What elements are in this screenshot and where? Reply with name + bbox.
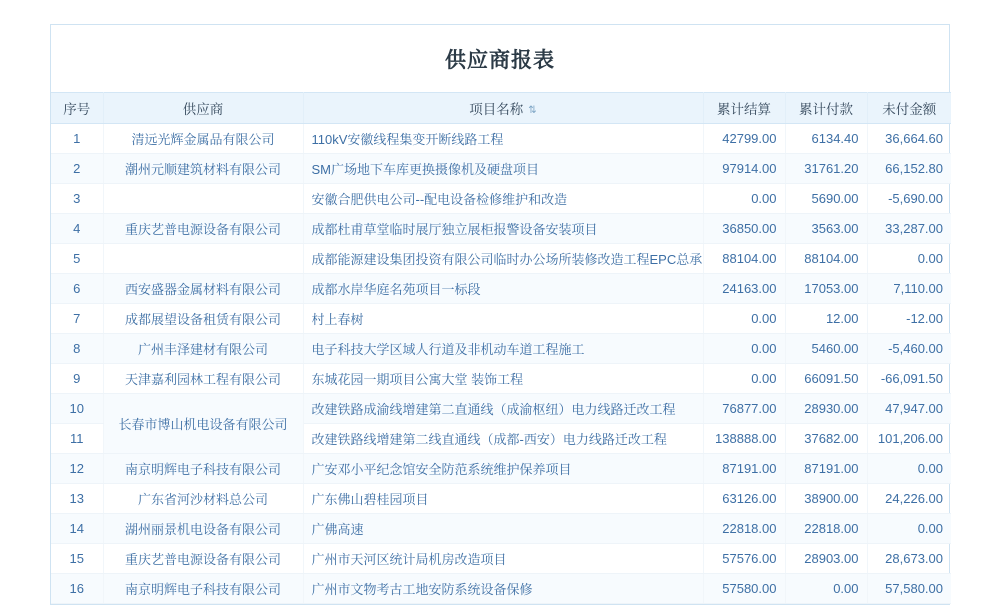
table-row[interactable] bbox=[51, 454, 951, 484]
cell-paid: 38900.00 bbox=[785, 484, 867, 514]
table-row[interactable] bbox=[51, 484, 951, 514]
cell-unpaid: 57,580.00 bbox=[867, 574, 951, 604]
cell-paid: 37682.00 bbox=[785, 424, 867, 454]
table-row[interactable] bbox=[51, 514, 951, 544]
column-header-settled[interactable]: 累计结算 bbox=[703, 93, 785, 124]
table-header bbox=[51, 93, 951, 124]
cell-index: 16 bbox=[51, 574, 103, 604]
cell-supplier: 湖州丽景机电设备有限公司 bbox=[103, 514, 303, 544]
table-row[interactable] bbox=[51, 184, 951, 214]
column-header-index[interactable]: 序号 bbox=[51, 93, 103, 124]
cell-index: 11 bbox=[51, 424, 103, 454]
cell-project: 电子科技大学区域人行道及非机动车道工程施工 bbox=[303, 334, 703, 364]
cell-index: 9 bbox=[51, 364, 103, 394]
page-title: 供应商报表 bbox=[445, 49, 555, 72]
cell-unpaid: 0.00 bbox=[867, 514, 951, 544]
cell-project: 广州市天河区统计局机房改造项目 bbox=[303, 544, 703, 574]
column-header-project[interactable] bbox=[303, 93, 703, 124]
cell-index: 14 bbox=[51, 514, 103, 544]
column-header-project-label: 项目名称 bbox=[469, 102, 524, 117]
table-row[interactable] bbox=[51, 334, 951, 364]
cell-settled: 0.00 bbox=[703, 334, 785, 364]
cell-paid: 5690.00 bbox=[785, 184, 867, 214]
cell-settled: 63126.00 bbox=[703, 484, 785, 514]
table-row[interactable] bbox=[51, 274, 951, 304]
supplier-report-table bbox=[51, 92, 951, 604]
cell-supplier: 成都展望设备租赁有限公司 bbox=[103, 304, 303, 334]
cell-project: 成都能源建设集团投资有限公司临时办公场所装修改造工程EPC总承 bbox=[303, 244, 703, 274]
cell-project: 广东佛山碧桂园项目 bbox=[303, 484, 703, 514]
table-row[interactable] bbox=[51, 124, 951, 154]
table-row[interactable] bbox=[51, 154, 951, 184]
table-body bbox=[51, 124, 951, 604]
cell-settled: 24163.00 bbox=[703, 274, 785, 304]
cell-supplier bbox=[103, 184, 303, 214]
cell-paid: 12.00 bbox=[785, 304, 867, 334]
cell-project: 改建铁路线增建第二线直通线（成都-西安）电力线路迁改工程 bbox=[303, 424, 703, 454]
cell-index: 15 bbox=[51, 544, 103, 574]
cell-project: 广安邓小平纪念馆安全防范系统维护保养项目 bbox=[303, 454, 703, 484]
cell-settled: 0.00 bbox=[703, 364, 785, 394]
cell-project: 成都水岸华庭名苑项目一标段 bbox=[303, 274, 703, 304]
cell-settled: 87191.00 bbox=[703, 454, 785, 484]
sort-icon[interactable]: ⇅ bbox=[528, 104, 537, 116]
supplier-report-card bbox=[50, 24, 950, 605]
cell-settled: 138888.00 bbox=[703, 424, 785, 454]
cell-settled: 42799.00 bbox=[703, 124, 785, 154]
cell-index: 1 bbox=[51, 124, 103, 154]
cell-paid: 28930.00 bbox=[785, 394, 867, 424]
cell-paid: 5460.00 bbox=[785, 334, 867, 364]
cell-paid: 28903.00 bbox=[785, 544, 867, 574]
cell-settled: 97914.00 bbox=[703, 154, 785, 184]
cell-project: 东城花园一期项目公寓大堂 装饰工程 bbox=[303, 364, 703, 394]
cell-paid: 87191.00 bbox=[785, 454, 867, 484]
cell-unpaid: 33,287.00 bbox=[867, 214, 951, 244]
cell-supplier: 潮州元顺建筑材料有限公司 bbox=[103, 154, 303, 184]
cell-supplier: 南京明辉电子科技有限公司 bbox=[103, 574, 303, 604]
table-row[interactable] bbox=[51, 244, 951, 274]
cell-settled: 57576.00 bbox=[703, 544, 785, 574]
cell-paid: 3563.00 bbox=[785, 214, 867, 244]
column-header-supplier[interactable]: 供应商 bbox=[103, 93, 303, 124]
cell-unpaid: 0.00 bbox=[867, 244, 951, 274]
cell-supplier: 重庆艺普电源设备有限公司 bbox=[103, 214, 303, 244]
cell-settled: 88104.00 bbox=[703, 244, 785, 274]
cell-paid: 31761.20 bbox=[785, 154, 867, 184]
cell-project: 安徽合肥供电公司--配电设备检修维护和改造 bbox=[303, 184, 703, 214]
cell-project: 110kV安徽线程集变开断线路工程 bbox=[303, 124, 703, 154]
cell-index: 7 bbox=[51, 304, 103, 334]
cell-unpaid: -5,460.00 bbox=[867, 334, 951, 364]
cell-unpaid: -5,690.00 bbox=[867, 184, 951, 214]
cell-unpaid: -66,091.50 bbox=[867, 364, 951, 394]
cell-unpaid: 47,947.00 bbox=[867, 394, 951, 424]
table-header-row bbox=[51, 93, 951, 124]
cell-unpaid: 28,673.00 bbox=[867, 544, 951, 574]
table-row[interactable] bbox=[51, 364, 951, 394]
cell-project: 成都杜甫草堂临时展厅独立展柜报警设备安装项目 bbox=[303, 214, 703, 244]
cell-supplier: 清远光辉金属品有限公司 bbox=[103, 124, 303, 154]
cell-project: 广州市文物考古工地安防系统设备保修 bbox=[303, 574, 703, 604]
cell-index: 2 bbox=[51, 154, 103, 184]
cell-supplier: 南京明辉电子科技有限公司 bbox=[103, 454, 303, 484]
cell-unpaid: 7,110.00 bbox=[867, 274, 951, 304]
table-row[interactable] bbox=[51, 304, 951, 334]
cell-settled: 76877.00 bbox=[703, 394, 785, 424]
cell-supplier: 广州丰泽建材有限公司 bbox=[103, 334, 303, 364]
cell-supplier: 重庆艺普电源设备有限公司 bbox=[103, 544, 303, 574]
cell-unpaid: -12.00 bbox=[867, 304, 951, 334]
cell-settled: 0.00 bbox=[703, 304, 785, 334]
cell-project: 改建铁路成渝线增建第二直通线（成渝枢纽）电力线路迁改工程 bbox=[303, 394, 703, 424]
cell-unpaid: 24,226.00 bbox=[867, 484, 951, 514]
cell-unpaid: 36,664.60 bbox=[867, 124, 951, 154]
table-row[interactable] bbox=[51, 544, 951, 574]
cell-index: 12 bbox=[51, 454, 103, 484]
cell-paid: 22818.00 bbox=[785, 514, 867, 544]
cell-paid: 0.00 bbox=[785, 574, 867, 604]
cell-project: SM广场地下车库更换摄像机及硬盘项目 bbox=[303, 154, 703, 184]
cell-settled: 22818.00 bbox=[703, 514, 785, 544]
cell-project: 广佛高速 bbox=[303, 514, 703, 544]
cell-supplier bbox=[103, 244, 303, 274]
cell-paid: 88104.00 bbox=[785, 244, 867, 274]
cell-index: 13 bbox=[51, 484, 103, 514]
table-row[interactable] bbox=[51, 394, 951, 424]
cell-supplier: 天津嘉利园林工程有限公司 bbox=[103, 364, 303, 394]
cell-index: 6 bbox=[51, 274, 103, 304]
column-header-paid[interactable]: 累计付款 bbox=[785, 93, 867, 124]
cell-unpaid: 101,206.00 bbox=[867, 424, 951, 454]
cell-settled: 57580.00 bbox=[703, 574, 785, 604]
cell-unpaid: 0.00 bbox=[867, 454, 951, 484]
cell-settled: 0.00 bbox=[703, 184, 785, 214]
cell-index: 8 bbox=[51, 334, 103, 364]
table-row[interactable] bbox=[51, 214, 951, 244]
column-header-unpaid[interactable]: 未付金额 bbox=[867, 93, 951, 124]
table-row[interactable] bbox=[51, 574, 951, 604]
cell-index: 4 bbox=[51, 214, 103, 244]
cell-project: 村上春树 bbox=[303, 304, 703, 334]
cell-supplier: 广东省河沙材料总公司 bbox=[103, 484, 303, 514]
cell-supplier: 长春市博山机电设备有限公司 bbox=[103, 394, 303, 454]
cell-unpaid: 66,152.80 bbox=[867, 154, 951, 184]
cell-paid: 17053.00 bbox=[785, 274, 867, 304]
cell-paid: 6134.40 bbox=[785, 124, 867, 154]
cell-settled: 36850.00 bbox=[703, 214, 785, 244]
cell-paid: 66091.50 bbox=[785, 364, 867, 394]
cell-index: 5 bbox=[51, 244, 103, 274]
cell-index: 3 bbox=[51, 184, 103, 214]
cell-index: 10 bbox=[51, 394, 103, 424]
cell-supplier: 西安盛器金属材料有限公司 bbox=[103, 274, 303, 304]
